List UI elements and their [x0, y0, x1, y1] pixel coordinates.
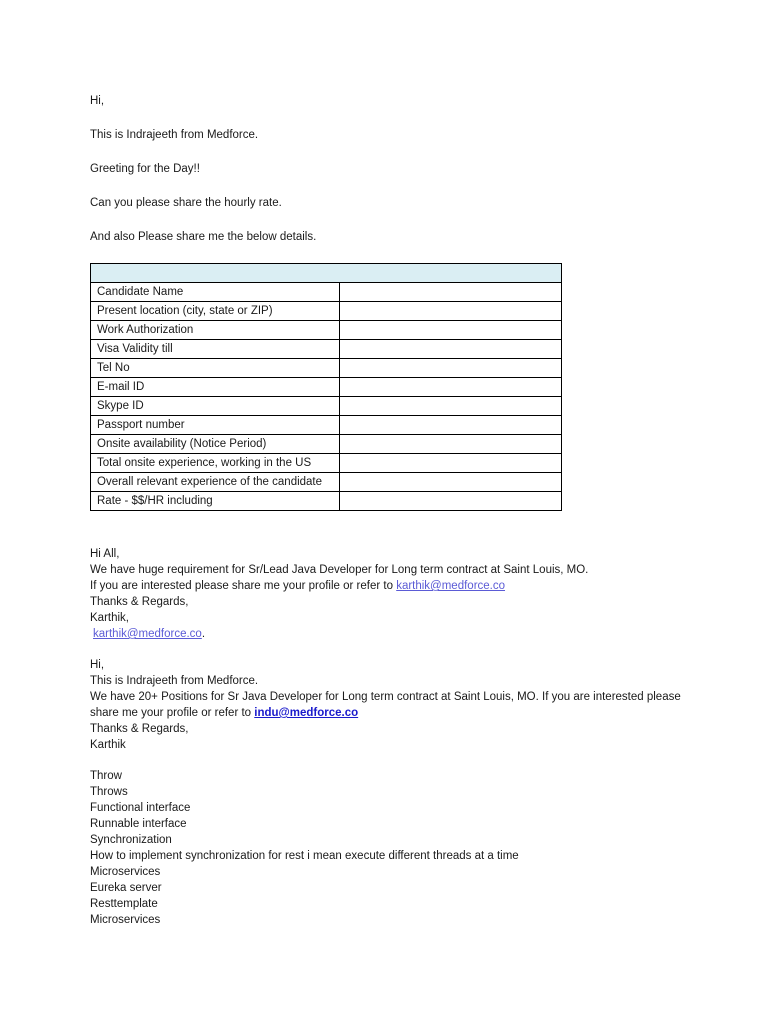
notes-item: How to implement synchronization for rest i mean execute different threads at a time	[90, 850, 519, 862]
row-value	[340, 454, 562, 473]
notes-item: Synchronization	[90, 834, 172, 846]
row-label: Onsite availability (Notice Period)	[91, 435, 340, 454]
row-value	[340, 435, 562, 454]
row-value	[340, 378, 562, 397]
notes-item: Microservices	[90, 866, 161, 878]
intro-wish: Greeting for the Day!!	[90, 163, 200, 175]
table-row	[91, 359, 562, 378]
table-row	[91, 340, 562, 359]
row-value	[340, 302, 562, 321]
notes-item: Throw	[90, 770, 122, 782]
intro-greeting: Hi,	[90, 95, 105, 107]
message1-thanks: Thanks & Regards,	[90, 596, 189, 608]
table-row	[91, 435, 562, 454]
message1-email-link[interactable]: karthik@medforce.co	[396, 580, 506, 592]
message2-introduction: This is Indrajeeth from Medforce.	[90, 675, 259, 687]
message1-line1: We have huge requirement for Sr/Lead Java Developer for Long term contract at Saint Louis, MO.	[90, 564, 589, 576]
notes-item: Resttemplate	[90, 898, 158, 910]
notes-item: Eureka server	[90, 882, 162, 894]
message2-thanks: Thanks & Regards,	[90, 723, 189, 735]
notes-item: Throws	[90, 786, 128, 798]
row-label: Overall relevant experience of the candidate	[91, 473, 340, 492]
message1-signature-suffix: .	[201, 628, 206, 640]
row-label: Work Authorization	[91, 321, 340, 340]
message2-line2-text: share me your profile or refer to	[90, 707, 255, 719]
message2-line2	[90, 705, 358, 721]
row-value	[340, 283, 562, 302]
intro-introduction: This is Indrajeeth from Medforce.	[90, 129, 259, 141]
table-row	[91, 473, 562, 492]
row-label: Tel No	[91, 359, 340, 378]
row-label: Total onsite experience, working in the US	[91, 454, 340, 473]
candidate-details-table	[90, 263, 562, 511]
row-value	[340, 359, 562, 378]
row-value	[340, 321, 562, 340]
table-row	[91, 397, 562, 416]
message1-greeting: Hi All,	[90, 548, 120, 560]
table-header-cell	[91, 264, 562, 283]
row-label: Passport number	[91, 416, 340, 435]
table-row	[91, 321, 562, 340]
message1-line2-text: If you are interested please share me your profile or refer to	[90, 580, 397, 592]
intro-rate-request: Can you please share the hourly rate.	[90, 197, 282, 209]
message1-signature-email-link[interactable]: karthik@medforce.co	[93, 628, 202, 640]
row-label: Present location (city, state or ZIP)	[91, 302, 340, 321]
row-label: Candidate Name	[91, 283, 340, 302]
row-label: Visa Validity till	[91, 340, 340, 359]
intro-details-request: And also Please share me the below details.	[90, 231, 317, 243]
table-row	[91, 302, 562, 321]
table-row	[91, 416, 562, 435]
row-value	[340, 492, 562, 511]
message1-signature	[93, 626, 205, 642]
message2-line1: We have 20+ Positions for Sr Java Developer for Long term contract at Saint Louis, MO. If you are interested please	[90, 691, 681, 703]
row-value	[340, 473, 562, 492]
row-value	[340, 340, 562, 359]
row-value	[340, 397, 562, 416]
row-value	[340, 416, 562, 435]
notes-item: Microservices	[90, 914, 161, 926]
table-header-row	[91, 264, 562, 283]
message1-line2	[90, 578, 505, 594]
notes-item: Runnable interface	[90, 818, 187, 830]
table-row	[91, 283, 562, 302]
message2-name: Karthik	[90, 739, 126, 751]
table-row	[91, 454, 562, 473]
table-row	[91, 492, 562, 511]
row-label: Skype ID	[91, 397, 340, 416]
notes-item: Functional interface	[90, 802, 191, 814]
message2-email-link[interactable]: indu@medforce.co	[254, 707, 359, 719]
table-row	[91, 378, 562, 397]
message1-name: Karthik,	[90, 612, 129, 624]
row-label: E-mail ID	[91, 378, 340, 397]
message2-greeting: Hi,	[90, 659, 105, 671]
row-label: Rate - $$/HR including	[91, 492, 340, 511]
